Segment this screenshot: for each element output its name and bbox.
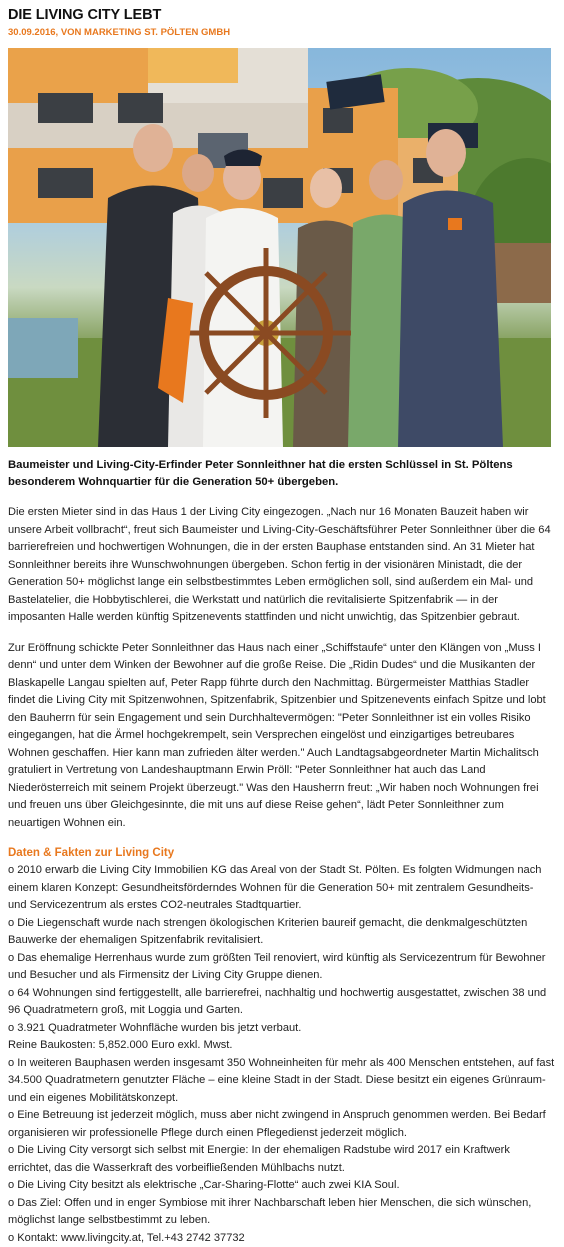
fact-item: o 2010 erwarb die Living City Immobilien KG das Areal von der Stadt St. Pölten. Es folgten Widmungen nach einem klaren Konzept: Gesundheitsförderndes Wohnen für die Generation 50+ mit zentralem Gesundheits- und Servicezentrum als erstes CO2-neutrales Stadtquartier. bbox=[8, 862, 555, 915]
article-paragraph-1: Die ersten Mieter sind in das Haus 1 der Living City eingezogen. „Nach nur 16 Monaten Bauzeit haben wir unsere Arbeit vollbracht“, freut sich Baumeister und Living-City-Geschäftsführer Peter Sonnleithner über die 64 barrierefreien und hochwertigen Wohnungen, die in der ersten Bauphase entstanden sind. An 31 Mieter hat Sonnleithner bereits ihre Wunschwohnungen übergeben. Schon fertig in der visionären Ministadt, die der Generation 50+ möglichst lange ein selbstbestimmtes Leben ermöglichen soll, sind außerdem ein Mal- und Bastelatelier, die Hobbytischlerei, die Werkstatt und natürlich die revitalisierte Spitzenfabrik — in der imposanten Halle werden künftig Spitzenevents stattfinden und nicht unwichtig, das Spitzenbier gebraut. bbox=[8, 504, 555, 627]
article-photo bbox=[8, 48, 551, 447]
contact-line[interactable]: o Kontakt: www.livingcity.at, Tel.+43 2742 37732 bbox=[8, 1230, 555, 1247]
fact-item: Reine Baukosten: 5,852.000 Euro exkl. Mwst. bbox=[8, 1037, 555, 1055]
facts-list bbox=[8, 862, 555, 1247]
fact-item: o Die Living City versorgt sich selbst mit Energie: In der ehemaligen Radstube wird 2017 ein Kraftwerk errichtet, das die Wasserkraft des vorbeifließenden Mühlbachs nutzt. bbox=[8, 1142, 555, 1177]
article-paragraph-2: Zur Eröffnung schickte Peter Sonnleithner das Haus nach einer „Schiffstaufe“ unter den Klängen von „Muss I denn“ und unter dem Winken der Bewohner auf die große Reise. Die „Ridin Dudes“ und die Musikanten der Blaskapelle Langau spielten auf, Peter Rapp führte durch den Nachmittag. Bürgermeister Matthias Stadler findet die Living City mit Spitzenwohnen, Spitzenfabrik, Spitzenbier und Spitzenevents einfach Spitze und lobt den Bauherrn für sein Engagement und sein Durchhaltevermögen: "Peter Sonnleithner ist ein volles Risiko eingegangen, hat die Ärmel hochgekrempelt, sein Versprechen eingelöst und einzigartiges betreubares Wohnen geschaffen. Hier kann man zufrieden älter werden." Auch Landtagsabgeordneter Martin Michalitsch gratuliert in Vertretung von Landeshauptmann Erwin Pröll: "Peter Sonnleithner hat auch das Land Niederösterreich mit seinem Projekt überzeugt." Was den Hausherrn freut: „Wir haben noch Wohnungen frei und freuen uns über Gleichgesinnte, die mit uns auf diese Reise gehen“, lädt Peter Sonnleithner zum neuartigen Wohnen ein. bbox=[8, 640, 555, 833]
photo-illustration bbox=[8, 48, 551, 447]
article-meta: 30.09.2016, VON MARKETING ST. PÖLTEN GMBH bbox=[8, 27, 555, 39]
facts-heading: Daten & Fakten zur Living City bbox=[8, 845, 555, 862]
fact-item: o 3.921 Quadratmeter Wohnfläche wurden bis jetzt verbaut. bbox=[8, 1020, 555, 1038]
fact-item: o Das Ziel: Offen und in enger Symbiose mit ihrer Nachbarschaft leben hier Menschen, die sich wünschen, möglichst lange selbstbestimmt zu leben. bbox=[8, 1195, 555, 1230]
fact-item: o In weiteren Bauphasen werden insgesamt 350 Wohneinheiten für mehr als 400 Menschen entstehen, auf fast 34.500 Quadratmetern genutzter Fläche – eine kleine Stadt in der Stadt. Diese besitzt ein eigenes Grünraum- und ein eigenes Mobilitätskonzept. bbox=[8, 1055, 555, 1108]
fact-item: o Das ehemalige Herrenhaus wurde zum größten Teil renoviert, wird künftig als Servicezentrum für Bewohner und Besucher und als Firmensitz der Living City Gruppe dienen. bbox=[8, 950, 555, 985]
fact-item: o Eine Betreuung ist jederzeit möglich, muss aber nicht zwingend in Anspruch genommen werden. Bei Bedarf organisieren wir professionelle Pflege durch einen Pflegedienst jederzeit möglich. bbox=[8, 1107, 555, 1142]
fact-item: o Die Liegenschaft wurde nach strengen ökologischen Kriterien baureif gemacht, die denkmalgeschützten Bauwerke der ehemaligen Spitzenfabrik revitalisiert. bbox=[8, 915, 555, 950]
fact-item: o Die Living City besitzt als elektrische „Car-Sharing-Flotte“ auch zwei KIA Soul. bbox=[8, 1177, 555, 1195]
article-title: DIE LIVING CITY LEBT bbox=[8, 6, 555, 24]
article-lead: Baumeister und Living-City-Erfinder Peter Sonnleithner hat die ersten Schlüssel in St. Pöltens besonderem Wohnquartier für die Generation 50+ übergeben. bbox=[8, 457, 555, 491]
fact-item: o 64 Wohnungen sind fertiggestellt, alle barrierefrei, nachhaltig und hochwertig ausgestattet, zwischen 38 und 96 Quadratmetern groß, mit Loggia und Garten. bbox=[8, 985, 555, 1020]
